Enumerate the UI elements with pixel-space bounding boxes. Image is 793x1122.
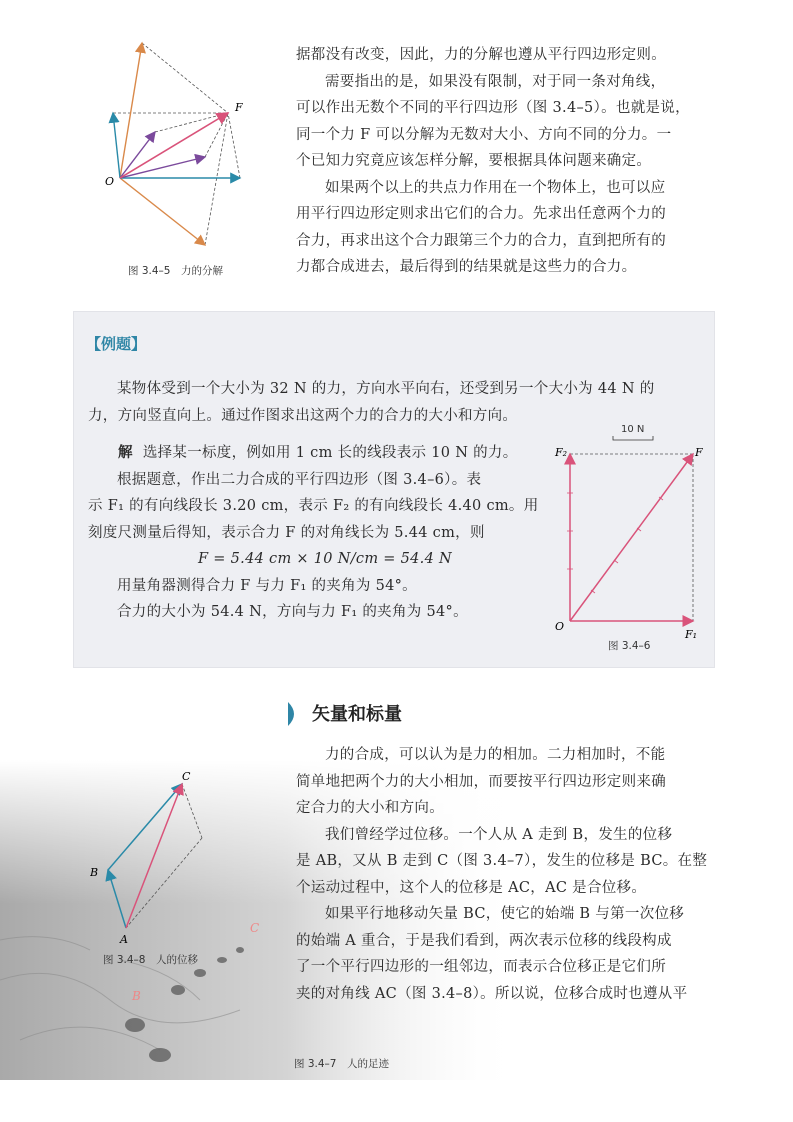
- label-b: B: [90, 866, 99, 879]
- paragraph-line: 合力，再求出这个合力跟第三个力的合力，直到把所有的: [296, 232, 666, 249]
- section-text: [296, 742, 716, 1007]
- label-f: F: [235, 101, 243, 114]
- paragraph-line: 同一个力 F 可以分解为无数对大小、方向不同的分力。一: [296, 126, 672, 143]
- figure-caption-345: 图 3.4–5 力的分解: [128, 265, 223, 277]
- paragraph-line: 个运动过程中，这个人的位移是 AC，AC 是合位移。: [296, 879, 647, 896]
- figure-force-decomposition: [95, 35, 255, 255]
- top-text: [296, 42, 716, 281]
- paragraph-line: 可以作出无数个不同的平行四边形（图 3.4–5）。也就是说，: [296, 100, 690, 116]
- figure-caption-347: 图 3.4–7 人的足迹: [294, 1058, 389, 1070]
- paragraph-line: 的始端 A 重合，于是我们看到，两次表示位移的线段构成: [296, 932, 672, 949]
- paragraph-line: 力都合成进去，最后得到的结果就是这些力的合力。: [296, 259, 637, 275]
- paragraph-line: 需要指出的是，如果没有限制，对于同一条对角线，: [325, 73, 666, 90]
- label-f1: F₁: [685, 628, 698, 641]
- paragraph-line: 如果两个以上的共点力作用在一个物体上，也可以应: [325, 179, 666, 196]
- example-title: 【例题】: [86, 335, 147, 353]
- solution-head: 解: [118, 445, 133, 461]
- scale-label: 10 N: [621, 424, 645, 435]
- solution-line: 刻度尺测量后得知，表示合力 F 的对角线长为 5.44 cm，则: [88, 524, 485, 541]
- label-c: C: [182, 770, 191, 783]
- paragraph-line: 用平行四边形定则求出它们的合力。先求出任意两个力的: [296, 206, 666, 222]
- solution-line: 选择某一标度，例如用 1 cm 长的线段表示 10 N 的力。: [142, 445, 518, 461]
- figure-caption-348: 图 3.4–8 人的位移: [103, 954, 198, 966]
- paragraph-line: 定合力的大小和方向。: [296, 800, 444, 816]
- section-title: 矢量和标量: [312, 704, 402, 725]
- footprint-label-b: B: [132, 989, 141, 1003]
- figure-caption-346: 图 3.4–6: [608, 640, 651, 652]
- example-solution: [88, 440, 558, 626]
- solution-equation: F = 5.44 cm × 10 N/cm = 54.4 N: [198, 551, 453, 567]
- paragraph-line: 是 AB，又从 B 走到 C（图 3.4–7），发生的位移是 BC。在整: [296, 853, 708, 869]
- solution-line: 根据题意，作出二力合成的平行四边形（图 3.4–6）。表: [117, 471, 482, 488]
- paragraph-line: 简单地把两个力的大小相加，而要按平行四边形定则来确: [296, 773, 666, 790]
- paragraph-line: 个已知力究竟应该怎样分解，要根据具体问题来确定。: [296, 153, 652, 169]
- paragraph-line: 我们曾经学过位移。一个人从 A 走到 B，发生的位移: [325, 826, 673, 843]
- label-a: A: [120, 933, 128, 946]
- label-f2: F₂: [555, 446, 568, 459]
- figure-force-composition: [545, 418, 715, 658]
- solution-line: 合力的大小为 54.4 N，方向与力 F₁ 的夹角为 54°。: [117, 604, 468, 620]
- section-marker-icon: [286, 700, 300, 728]
- paragraph-line: 力的合成，可以认为是力的相加。二力相加时，不能: [325, 747, 666, 763]
- paragraph-line: 了一个平行四边形的一组邻边，而表示合位移正是它们所: [296, 959, 666, 975]
- label-o: O: [105, 175, 115, 188]
- question-line: 某物体受到一个大小为 32 N 的力，方向水平向右，还受到另一个大小为 44 N 的: [117, 381, 655, 397]
- solution-line: 示 F₁ 的有向线段长 3.20 cm，表示 F₂ 的有向线段长 4.40 cm。用: [88, 498, 539, 514]
- question-line: 力，方向竖直向上。通过作图求出这两个力的合力的大小和方向。: [88, 407, 518, 424]
- footprint-label-c: C: [250, 921, 260, 935]
- figure-displacement: [90, 768, 220, 948]
- label-f: F: [695, 446, 703, 459]
- paragraph-line: 据都没有改变，因此，力的分解也遵从平行四边形定则。: [296, 47, 666, 63]
- solution-line: 用量角器测得合力 F 与力 F₁ 的夹角为 54°。: [117, 577, 417, 594]
- label-o: O: [555, 620, 565, 633]
- paragraph-line: 夹的对角线 AC（图 3.4–8）。所以说，位移合成时也遵从平: [296, 985, 688, 1002]
- paragraph-line: 如果平行地移动矢量 BC，使它的始端 B 与第一次位移: [325, 906, 685, 922]
